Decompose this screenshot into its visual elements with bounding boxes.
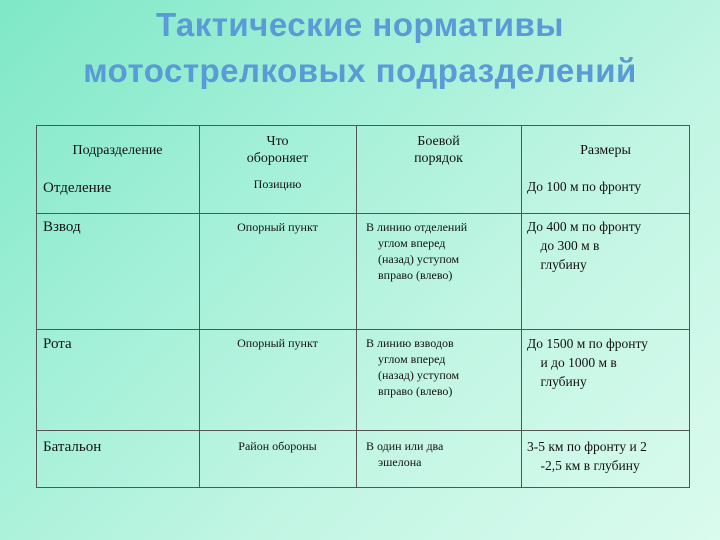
row-company-unit: Рота bbox=[43, 336, 72, 352]
row-squad-unit: Отделение bbox=[43, 180, 112, 196]
column-divider bbox=[356, 125, 357, 488]
row-battalion-unit: Батальон bbox=[43, 439, 102, 455]
row-battalion-size: 3-5 км по фронту и 2 -2,5 км в глубину bbox=[527, 439, 647, 473]
row-battalion-defends: Район обороны bbox=[238, 439, 317, 453]
slide-title-line-1: Тактические нормативы bbox=[156, 6, 564, 43]
row-divider bbox=[36, 430, 690, 431]
row-platoon-defends: Опорный пункт bbox=[237, 220, 318, 234]
row-platoon-unit: Взвод bbox=[43, 219, 81, 235]
column-divider bbox=[521, 125, 522, 488]
row-squad-defends: Позицию bbox=[253, 177, 302, 191]
row-platoon-formation: В линию отделений углом вперед (назад) уступом вправо (влево) bbox=[366, 220, 468, 282]
row-squad-size: До 100 м по фронту bbox=[527, 179, 642, 194]
header-size: Размеры bbox=[580, 143, 631, 158]
slide-title-line-2: мотострелковых подразделений bbox=[83, 52, 637, 89]
norms-table bbox=[36, 125, 690, 488]
row-battalion-formation: В один или два эшелона bbox=[366, 439, 444, 469]
row-divider bbox=[36, 329, 690, 330]
row-company-size: До 1500 м по фронту и до 1000 м в глубину bbox=[527, 336, 648, 389]
header-unit: Подразделение bbox=[72, 143, 163, 158]
row-company-defends: Опорный пункт bbox=[237, 336, 318, 350]
row-divider bbox=[36, 213, 690, 214]
row-platoon-size: До 400 м по фронту до 300 м в глубину bbox=[527, 219, 642, 272]
header-defends: Что обороняет bbox=[246, 134, 309, 166]
row-company-formation: В линию взводов углом вперед (назад) уступом вправо (влево) bbox=[366, 336, 460, 398]
header-formation: Боевой порядок bbox=[414, 134, 463, 166]
slide-title bbox=[0, 2, 720, 94]
